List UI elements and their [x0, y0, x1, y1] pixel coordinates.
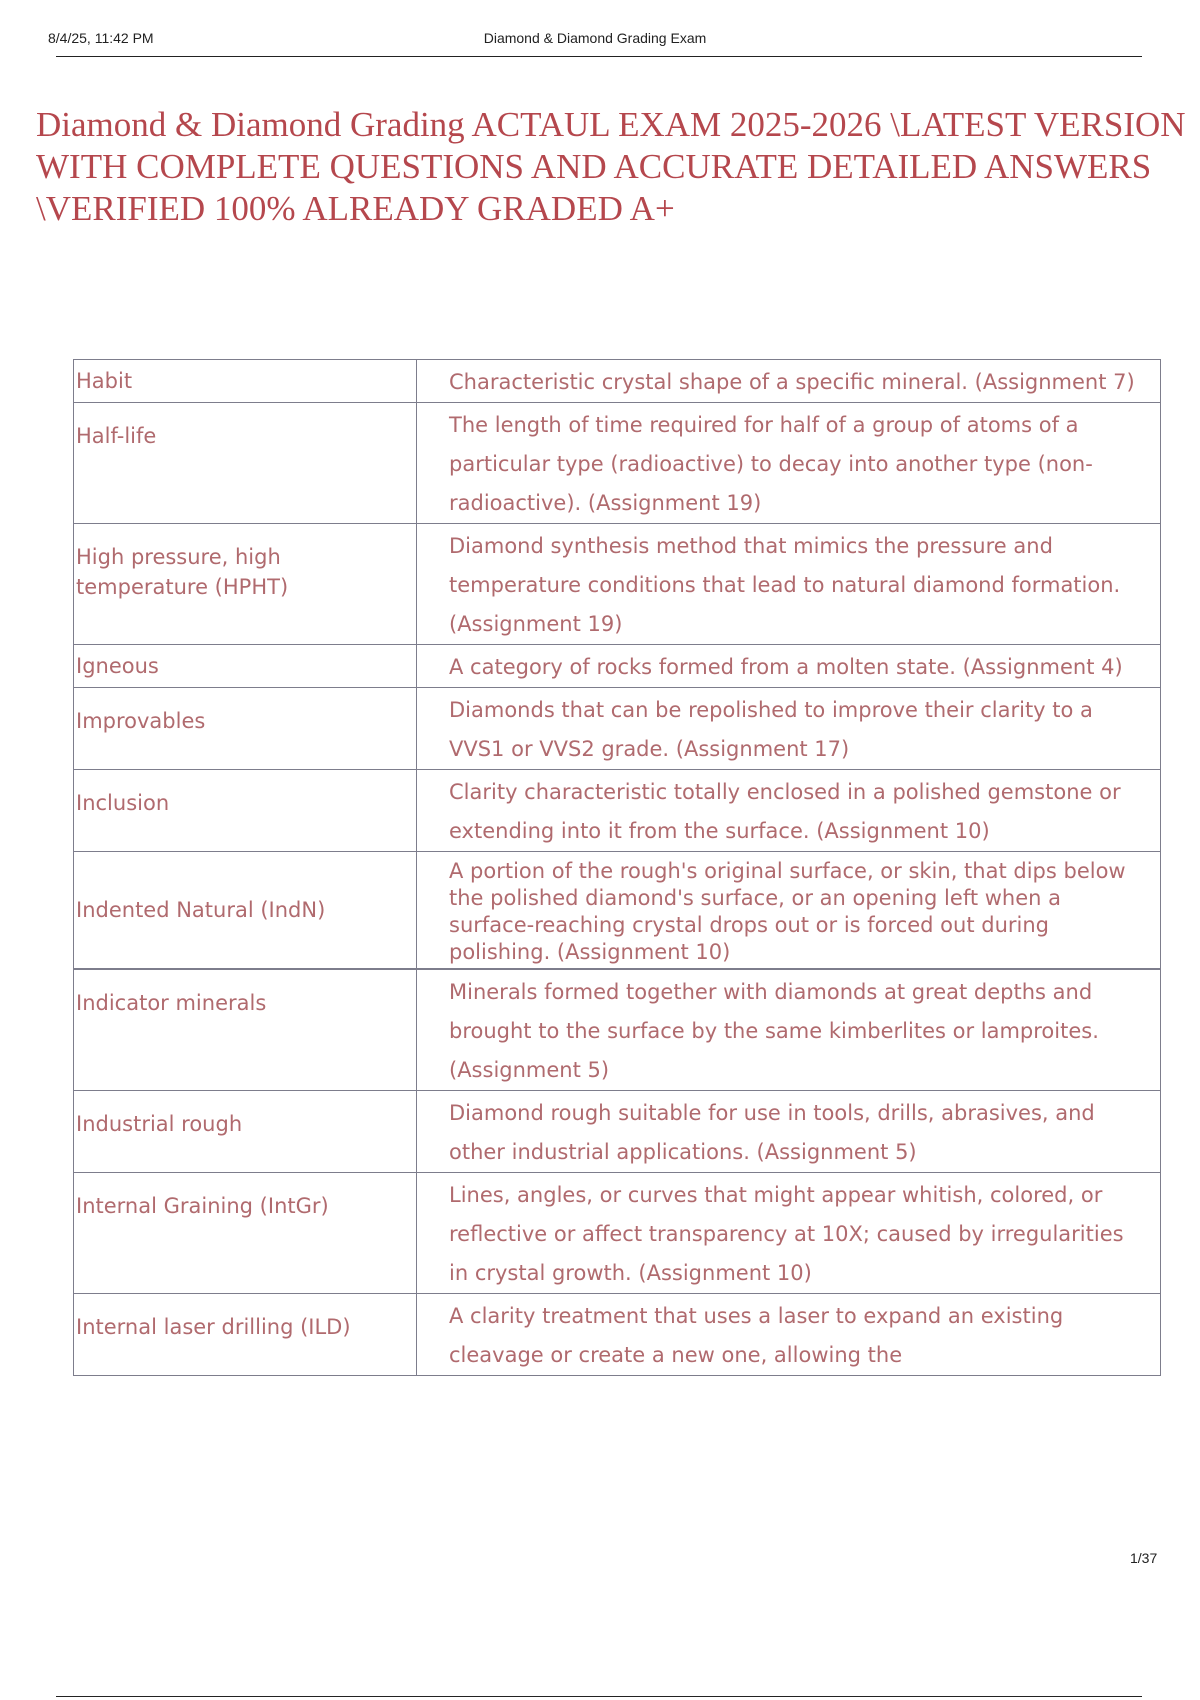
term-cell: Habit [74, 360, 417, 403]
definition-cell: Diamond rough suitable for use in tools, drills, abrasives, and other industrial applications. (Assignment 5) [417, 1091, 1161, 1173]
footer-divider [56, 1696, 1142, 1697]
term-cell: Improvables [74, 688, 417, 770]
table-row [74, 360, 1161, 403]
header-divider [56, 56, 1142, 57]
term-cell: Half-life [74, 403, 417, 524]
term-cell: High pressure, high temperature (HPHT) [74, 524, 417, 645]
glossary-table [73, 359, 1161, 1376]
table-row [74, 969, 1161, 1091]
definition-cell: Characteristic crystal shape of a specific mineral. (Assignment 7) [417, 360, 1161, 403]
term-cell: Internal Graining (IntGr) [74, 1173, 417, 1294]
definition-cell: Diamonds that can be repolished to improve their clarity to a VVS1 or VVS2 grade. (Assignment 17) [417, 688, 1161, 770]
term-cell: Igneous [74, 645, 417, 688]
definition-cell: Minerals formed together with diamonds at great depths and brought to the surface by the same kimberlites or lamproites. (Assignment 5) [417, 969, 1161, 1091]
definition-cell: Lines, angles, or curves that might appear whitish, colored, or reflective or affect transparency at 10X; caused by irregularities in crystal growth. (Assignment 10) [417, 1173, 1161, 1294]
definition-cell: A clarity treatment that uses a laser to expand an existing cleavage or create a new one, allowing the [417, 1294, 1161, 1376]
table-row [74, 1294, 1161, 1376]
document-title: Diamond & Diamond Grading ACTAUL EXAM 2025-2026 \LATEST VERSION WITH COMPLETE QUESTIONS AND ACCURATE DETAILED ANSWERS \VERIFIED 100% ALREADY GRADED A+ [36, 105, 1186, 228]
definition-cell: A portion of the rough's original surface, or skin, that dips below the polished diamond's surface, or an opening left when a surface-reaching crystal drops out or is forced out during polishing. (Assignment 10) [417, 852, 1161, 970]
print-header-title: Diamond & Diamond Grading Exam [483, 30, 707, 46]
term-cell: Indented Natural (IndN) [74, 852, 417, 970]
definition-cell: Clarity characteristic totally enclosed in a polished gemstone or extending into it from the surface. (Assignment 10) [417, 770, 1161, 852]
table-row [74, 852, 1161, 970]
term-cell: Internal laser drilling (ILD) [74, 1294, 417, 1376]
table-row [74, 1173, 1161, 1294]
definition-cell: Diamond synthesis method that mimics the pressure and temperature conditions that lead to natural diamond formation. (Assignment 19) [417, 524, 1161, 645]
table-row [74, 688, 1161, 770]
table-row [74, 524, 1161, 645]
table-row [74, 403, 1161, 524]
definition-cell: A category of rocks formed from a molten state. (Assignment 4) [417, 645, 1161, 688]
term-cell: Inclusion [74, 770, 417, 852]
table-row [74, 1091, 1161, 1173]
term-cell: Indicator minerals [74, 969, 417, 1091]
term-cell: Industrial rough [74, 1091, 417, 1173]
print-header [48, 30, 1142, 56]
definition-cell: The length of time required for half of a group of atoms of a particular type (radioactive) to decay into another type (non-radioactive). (Assignment 19) [417, 403, 1161, 524]
print-datetime: 8/4/25, 11:42 PM [48, 30, 154, 46]
table-row [74, 770, 1161, 852]
page-number: 1/37 [1130, 1550, 1158, 1566]
table-row [74, 645, 1161, 688]
